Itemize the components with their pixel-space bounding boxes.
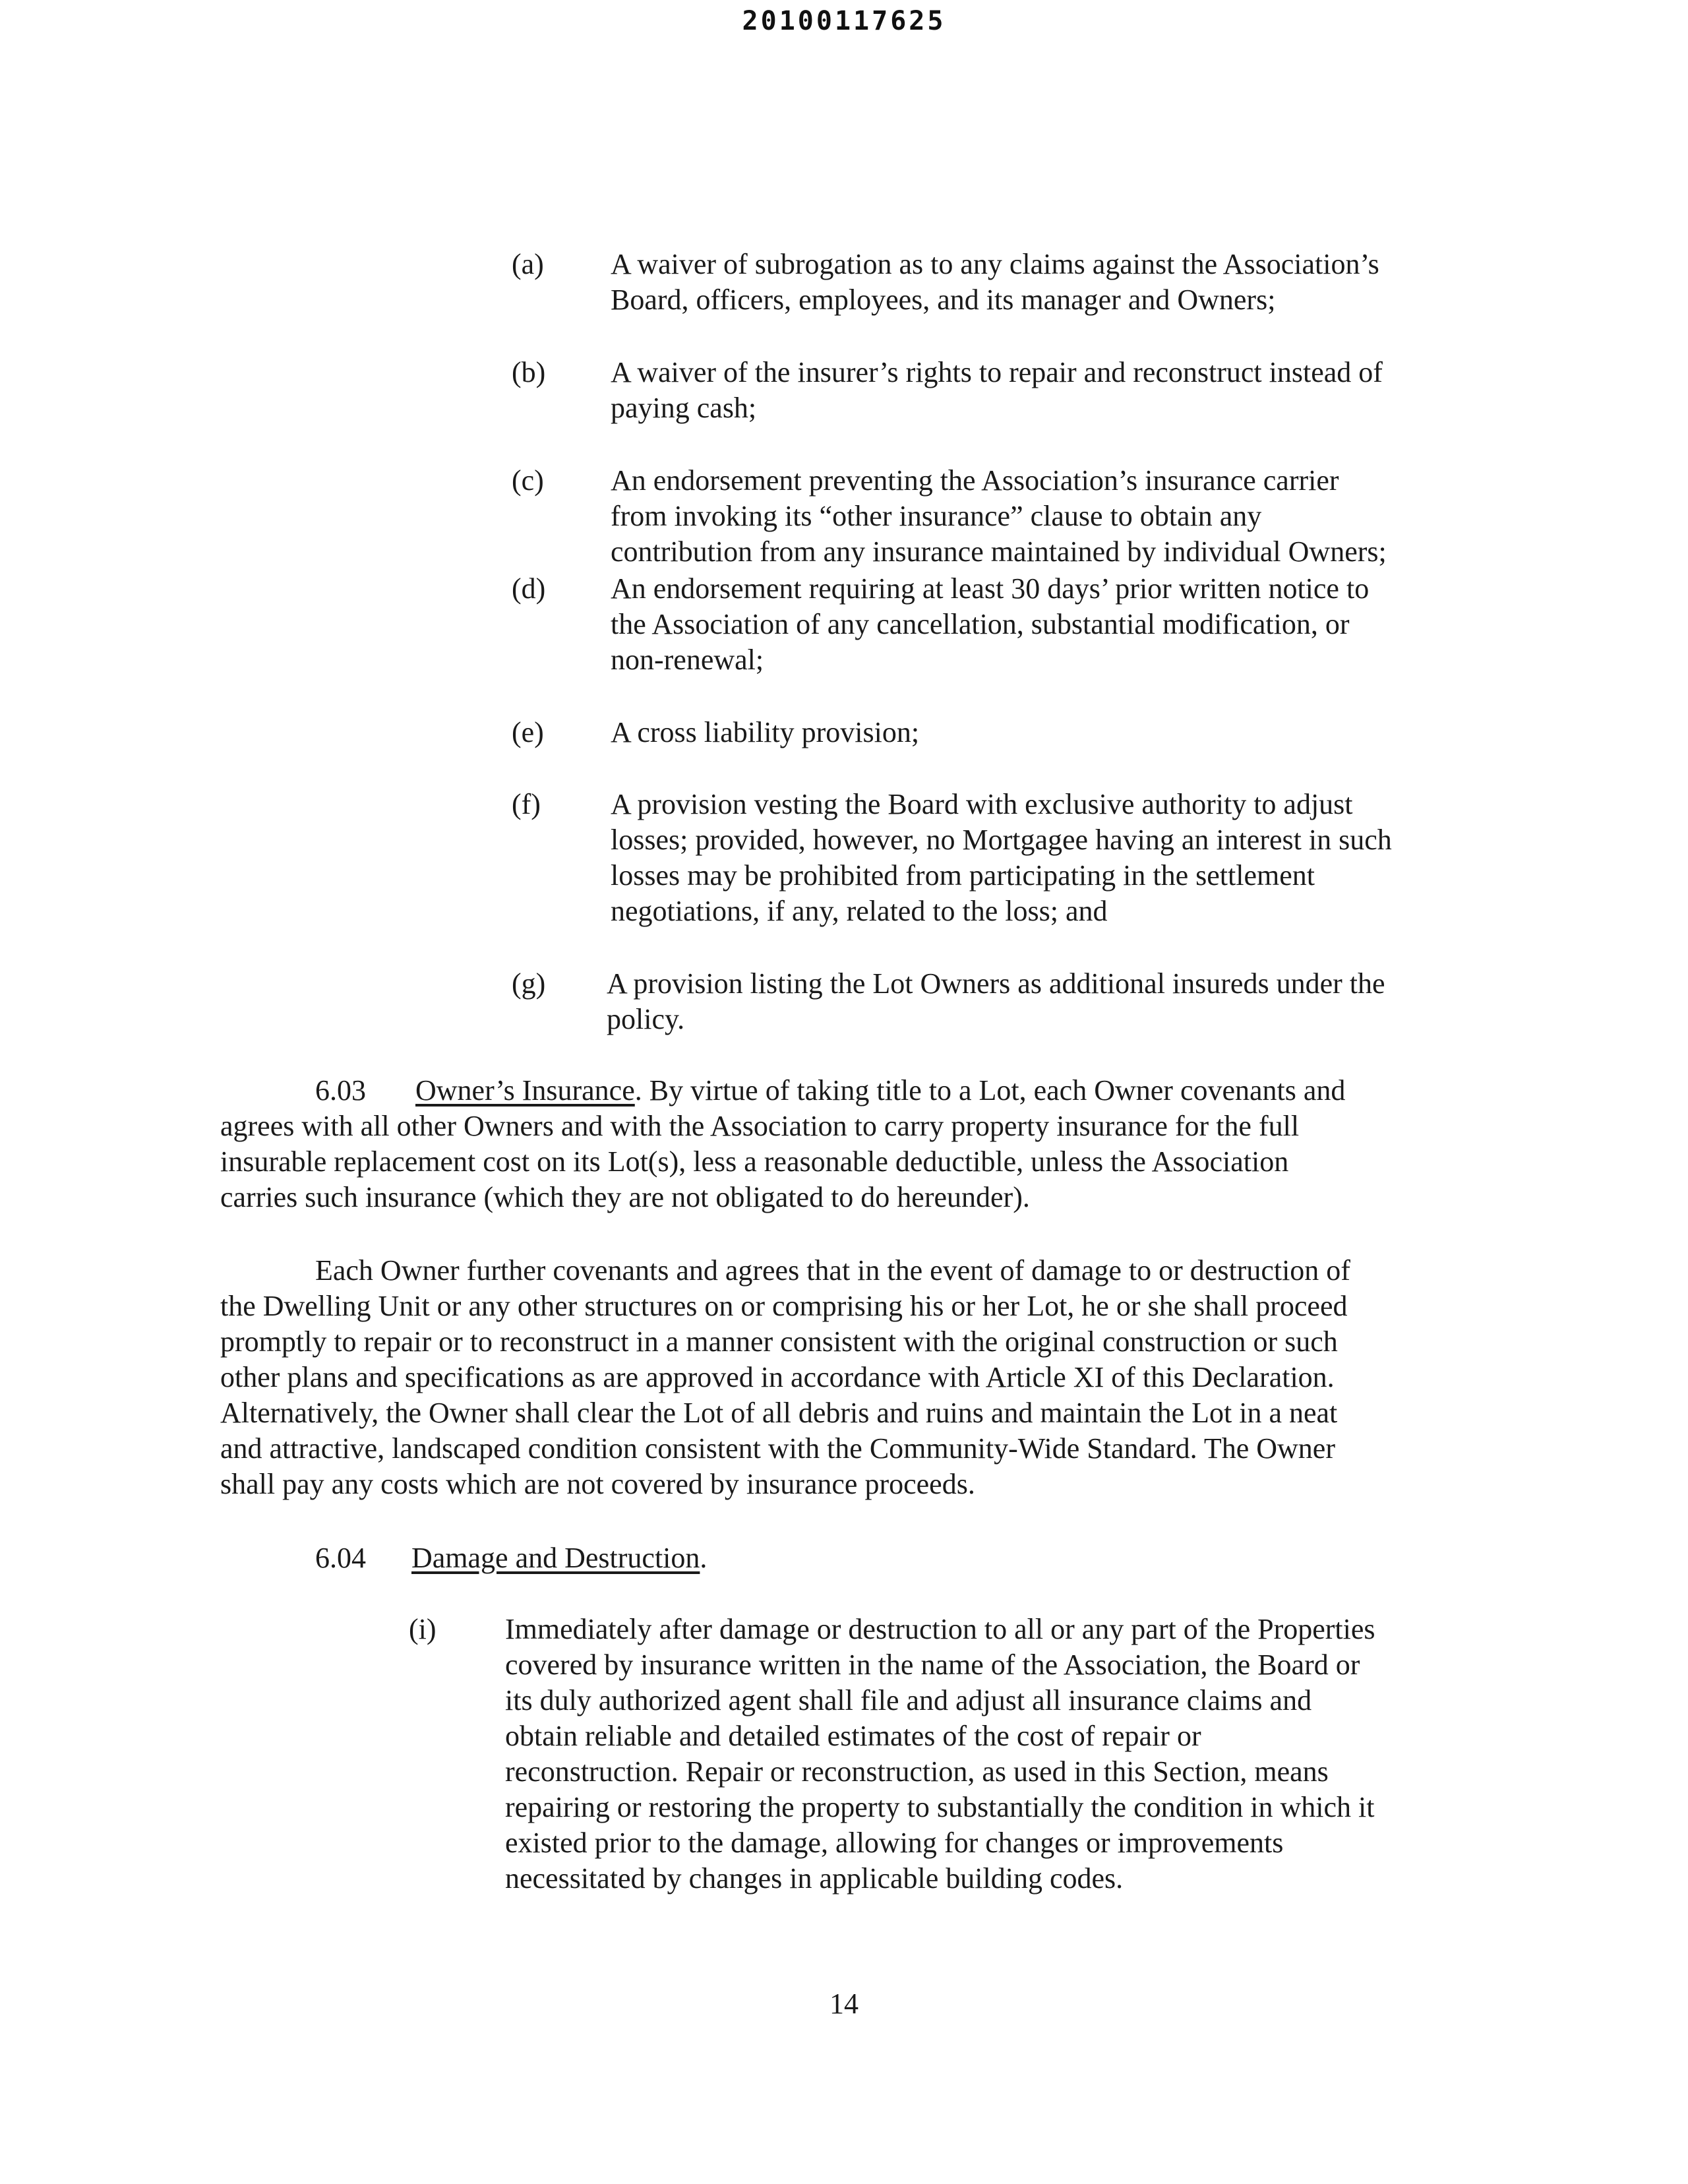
text-line: losses may be prohibited from participating in the settlement xyxy=(611,859,1315,892)
section-6-04-heading xyxy=(315,1540,707,1576)
text-line: An endorsement requiring at least 30 days’ prior written notice to xyxy=(611,572,1370,605)
text-line: insurable replacement cost on its Lot(s), less a reasonable deductible, unless the Association xyxy=(220,1145,1289,1178)
text-line: its duly authorized agent shall file and adjust all insurance claims and xyxy=(505,1684,1312,1716)
text-line: paying cash; xyxy=(611,392,757,424)
list-item-label: (f) xyxy=(512,788,541,820)
text-line: shall pay any costs which are not covered by insurance proceeds. xyxy=(220,1468,975,1500)
list-item-label: (c) xyxy=(512,464,544,497)
text-line: A provision listing the Lot Owners as additional insureds under the xyxy=(607,967,1385,1000)
list-item-label: (i) xyxy=(409,1613,437,1645)
list-item-text xyxy=(611,463,1468,570)
text-line: losses; provided, however, no Mortgagee having an interest in such xyxy=(611,824,1392,856)
text-line: necessitated by changes in applicable building codes. xyxy=(505,1862,1124,1895)
text-line: and attractive, landscaped condition consistent with the Community-Wide Standard. The Owner xyxy=(220,1432,1335,1465)
text-line: An endorsement preventing the Association’s insurance carrier xyxy=(611,464,1339,497)
list-item-text xyxy=(607,966,1464,1037)
text-line: non-renewal; xyxy=(611,644,764,676)
text-line: reconstruction. Repair or reconstruction, as used in this Section, means xyxy=(505,1755,1329,1788)
list-item-text xyxy=(611,571,1468,678)
list-item-label: (d) xyxy=(512,572,546,605)
list-item-label: (e) xyxy=(512,716,544,748)
page-number: 14 xyxy=(829,1987,859,2020)
text-line: agrees with all other Owners and with the Association to carry property insurance for the full xyxy=(220,1110,1300,1142)
list-item-text xyxy=(611,787,1468,929)
section-number: 6.03 xyxy=(315,1074,366,1107)
text-line: Immediately after damage or destruction to all or any part of the Properties xyxy=(505,1613,1375,1645)
text-line: covered by insurance written in the name of the Association, the Board or xyxy=(505,1649,1360,1681)
document-number: 20100117625 xyxy=(742,6,946,36)
text-line-continuation: . By virtue of taking title to a Lot, each Owner covenants and xyxy=(634,1074,1346,1107)
text-line: other plans and specifications as are approved in accordance with Article XI of this Declaration. xyxy=(220,1361,1335,1393)
list-item-label: (a) xyxy=(512,248,544,280)
section-title: Damage and Destruction xyxy=(411,1542,700,1574)
text-line-content: Each Owner further covenants and agrees that in the event of damage to or destruction of xyxy=(315,1254,1350,1287)
section-title: Owner’s Insurance xyxy=(415,1074,635,1107)
text-line xyxy=(220,1073,1453,1108)
section-title-suffix: . xyxy=(700,1542,708,1574)
section-6-03-paragraph xyxy=(220,1073,1453,1215)
text-line: A provision vesting the Board with exclusive authority to adjust xyxy=(611,788,1353,820)
text-line: A cross liability provision; xyxy=(611,716,920,748)
list-item-text xyxy=(505,1612,1481,1896)
text-line: promptly to repair or to reconstruct in a manner consistent with the original construction or such xyxy=(220,1325,1338,1358)
text-line: contribution from any insurance maintained by individual Owners; xyxy=(611,535,1387,568)
text-line: repairing or restoring the property to substantially the condition in which it xyxy=(505,1791,1375,1823)
text-line: the Dwelling Unit or any other structures on or comprising his or her Lot, he or she shall proceed xyxy=(220,1290,1348,1322)
text-line: A waiver of subrogation as to any claims against the Association’s xyxy=(611,248,1379,280)
text-line: carries such insurance (which they are not obligated to do hereunder). xyxy=(220,1181,1030,1213)
section-number: 6.04 xyxy=(315,1542,366,1574)
list-item-label: (b) xyxy=(512,356,546,388)
list-item-text xyxy=(611,355,1468,426)
text-line: from invoking its “other insurance” clause to obtain any xyxy=(611,500,1262,532)
text-line: existed prior to the damage, allowing for changes or improvements xyxy=(505,1827,1284,1859)
text-line: A waiver of the insurer’s rights to repair and reconstruct instead of xyxy=(611,356,1383,388)
text-line: the Association of any cancellation, substantial modification, or xyxy=(611,608,1350,640)
text-line: Alternatively, the Owner shall clear the Lot of all debris and ruins and maintain the Lot in a neat xyxy=(220,1397,1338,1429)
text-line: negotiations, if any, related to the loss; and xyxy=(611,895,1108,927)
text-line: policy. xyxy=(607,1003,685,1035)
list-item-text xyxy=(611,715,1468,750)
text-line: Board, officers, employees, and its manager and Owners; xyxy=(611,284,1276,316)
text-line: obtain reliable and detailed estimates of the cost of repair or xyxy=(505,1720,1201,1752)
list-item-label: (g) xyxy=(512,967,546,1000)
list-item-text xyxy=(611,247,1468,318)
text-line xyxy=(220,1253,1453,1289)
owner-covenant-paragraph xyxy=(220,1253,1453,1502)
